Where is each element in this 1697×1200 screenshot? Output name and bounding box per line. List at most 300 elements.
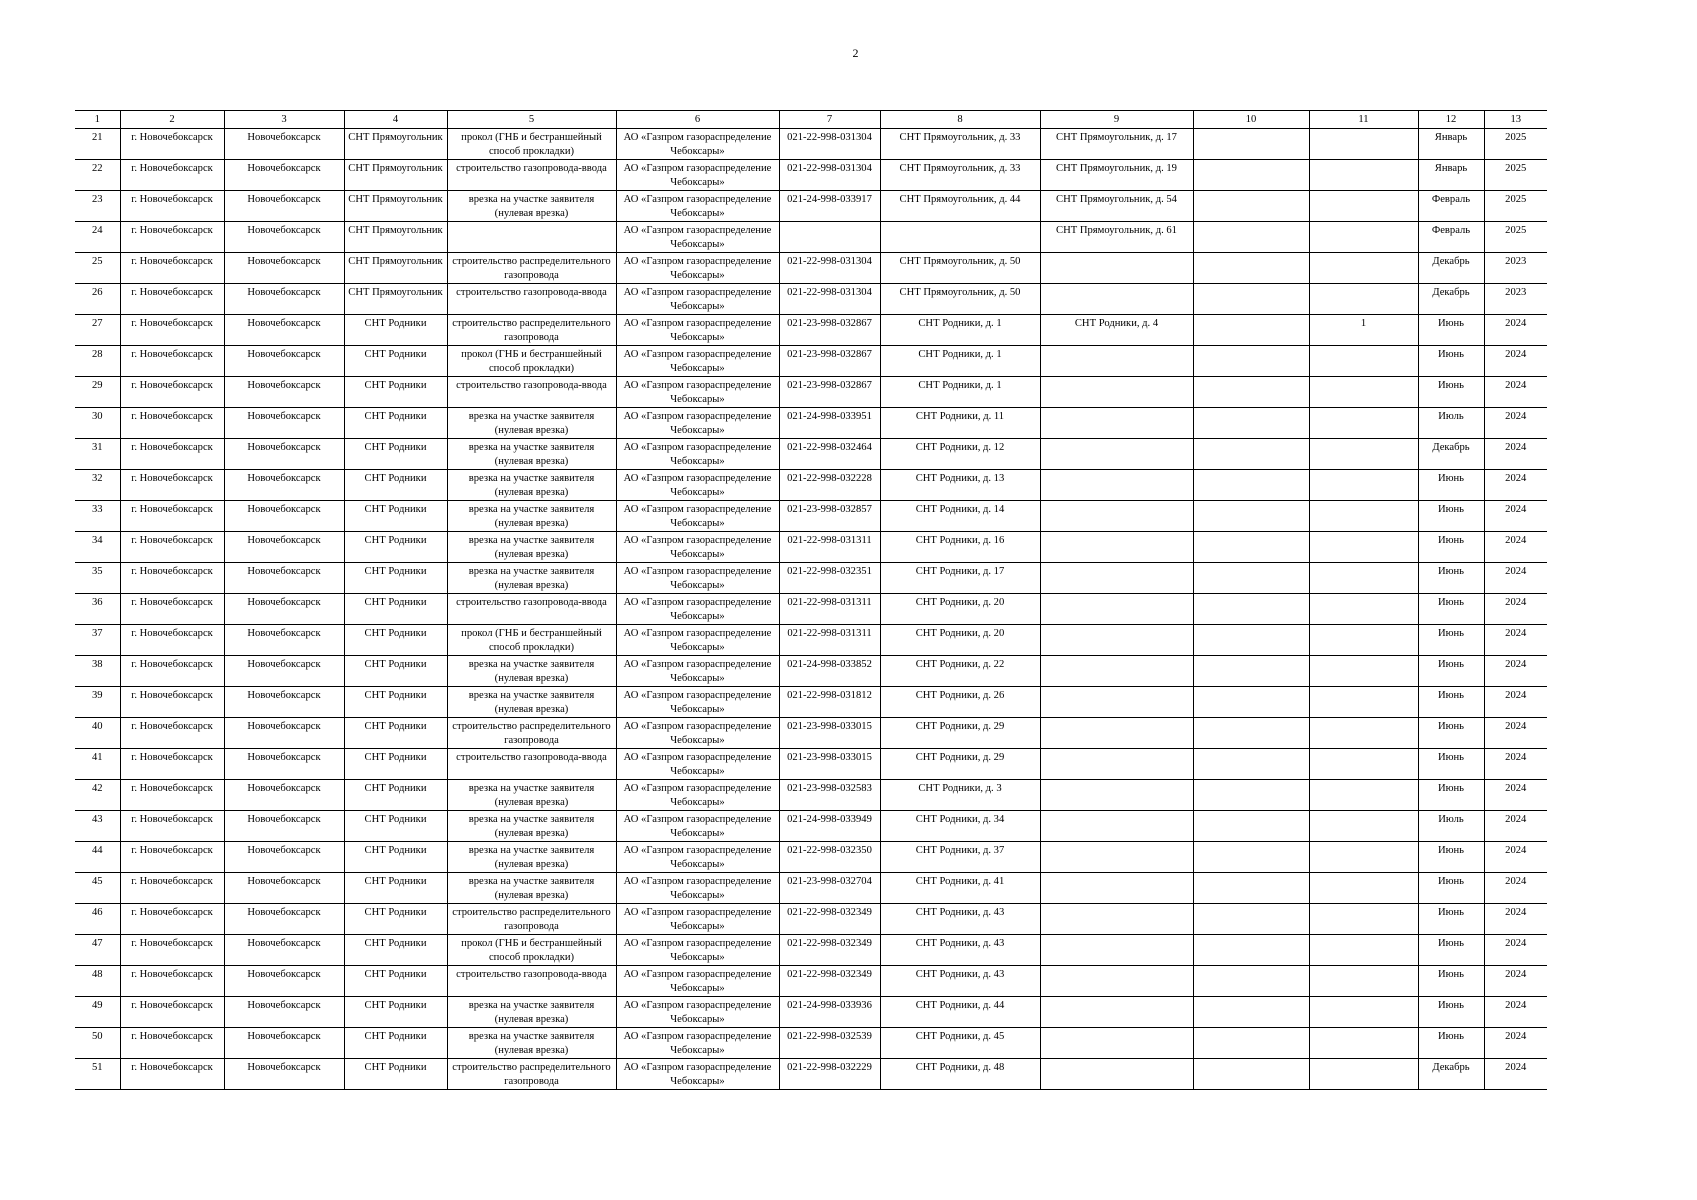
column-11-cell — [1309, 470, 1418, 501]
month-cell: Декабрь — [1418, 284, 1484, 315]
organization-cell: АО «Газпром газораспределение Чебоксары» — [616, 966, 779, 997]
row-number-cell: 28 — [75, 346, 120, 377]
column-number-header-row — [75, 111, 1547, 129]
contract-number-cell: 021-22-998-032350 — [779, 842, 880, 873]
contract-number-cell: 021-22-998-031812 — [779, 687, 880, 718]
city-district-cell: г. Новочебоксарск — [120, 997, 224, 1028]
column-11-cell — [1309, 656, 1418, 687]
settlement-cell: СНТ Родники — [344, 1028, 447, 1059]
contract-number-cell: 021-24-998-033917 — [779, 191, 880, 222]
locality-cell: Новочебоксарск — [224, 408, 344, 439]
column-11-cell — [1309, 346, 1418, 377]
address-from-cell: СНТ Прямоугольник, д. 44 — [880, 191, 1040, 222]
address-from-cell: СНТ Прямоугольник, д. 33 — [880, 160, 1040, 191]
organization-cell: АО «Газпром газораспределение Чебоксары» — [616, 1059, 779, 1090]
city-district-cell: г. Новочебоксарск — [120, 408, 224, 439]
settlement-cell: СНТ Родники — [344, 656, 447, 687]
address-to-cell: СНТ Родники, д. 4 — [1040, 315, 1193, 346]
column-10-cell — [1193, 935, 1309, 966]
work-type-cell: строительство газопровода-ввода — [447, 749, 616, 780]
column-11-cell — [1309, 563, 1418, 594]
column-11-cell — [1309, 687, 1418, 718]
contract-number-cell: 021-22-998-031311 — [779, 625, 880, 656]
organization-cell: АО «Газпром газораспределение Чебоксары» — [616, 1028, 779, 1059]
locality-cell: Новочебоксарск — [224, 129, 344, 160]
column-11-cell — [1309, 222, 1418, 253]
month-cell: Июнь — [1418, 346, 1484, 377]
address-from-cell: СНТ Родники, д. 1 — [880, 346, 1040, 377]
address-to-cell — [1040, 408, 1193, 439]
address-to-cell — [1040, 718, 1193, 749]
settlement-cell: СНТ Родники — [344, 563, 447, 594]
city-district-cell: г. Новочебоксарск — [120, 191, 224, 222]
year-cell: 2023 — [1484, 284, 1547, 315]
column-10-cell — [1193, 594, 1309, 625]
column-11-cell — [1309, 439, 1418, 470]
row-number-cell: 35 — [75, 563, 120, 594]
column-10-cell — [1193, 129, 1309, 160]
month-cell: Июнь — [1418, 997, 1484, 1028]
address-from-cell: СНТ Родники, д. 20 — [880, 594, 1040, 625]
address-to-cell — [1040, 749, 1193, 780]
table-row — [75, 656, 1547, 687]
row-number-cell: 33 — [75, 501, 120, 532]
address-from-cell: СНТ Родники, д. 3 — [880, 780, 1040, 811]
city-district-cell: г. Новочебоксарск — [120, 873, 224, 904]
organization-cell: АО «Газпром газораспределение Чебоксары» — [616, 842, 779, 873]
row-number-cell: 25 — [75, 253, 120, 284]
address-from-cell: СНТ Родники, д. 1 — [880, 377, 1040, 408]
table-row — [75, 780, 1547, 811]
work-type-cell: строительство газопровода-ввода — [447, 966, 616, 997]
work-type-cell: строительство распределительного газопровода — [447, 904, 616, 935]
locality-cell: Новочебоксарск — [224, 625, 344, 656]
city-district-cell: г. Новочебоксарск — [120, 1059, 224, 1090]
work-type-cell: врезка на участке заявителя (нулевая врезка) — [447, 873, 616, 904]
column-number-header: 12 — [1418, 111, 1484, 129]
address-to-cell — [1040, 346, 1193, 377]
address-to-cell — [1040, 1028, 1193, 1059]
contract-number-cell: 021-23-998-032857 — [779, 501, 880, 532]
address-from-cell: СНТ Родники, д. 20 — [880, 625, 1040, 656]
column-11-cell — [1309, 842, 1418, 873]
row-number-cell: 47 — [75, 935, 120, 966]
city-district-cell: г. Новочебоксарск — [120, 718, 224, 749]
work-type-cell: врезка на участке заявителя (нулевая врезка) — [447, 501, 616, 532]
contract-number-cell: 021-22-998-031304 — [779, 160, 880, 191]
table-row — [75, 811, 1547, 842]
organization-cell: АО «Газпром газораспределение Чебоксары» — [616, 315, 779, 346]
settlement-cell: СНТ Родники — [344, 346, 447, 377]
work-type-cell: врезка на участке заявителя (нулевая врезка) — [447, 780, 616, 811]
settlement-cell: СНТ Родники — [344, 408, 447, 439]
table-row — [75, 408, 1547, 439]
table-row — [75, 346, 1547, 377]
column-10-cell — [1193, 718, 1309, 749]
work-type-cell: строительство распределительного газопровода — [447, 253, 616, 284]
city-district-cell: г. Новочебоксарск — [120, 935, 224, 966]
year-cell: 2024 — [1484, 346, 1547, 377]
month-cell: Июль — [1418, 811, 1484, 842]
city-district-cell: г. Новочебоксарск — [120, 129, 224, 160]
work-type-cell: врезка на участке заявителя (нулевая врезка) — [447, 656, 616, 687]
address-to-cell — [1040, 842, 1193, 873]
column-10-cell — [1193, 532, 1309, 563]
column-11-cell — [1309, 501, 1418, 532]
row-number-cell: 42 — [75, 780, 120, 811]
year-cell: 2024 — [1484, 935, 1547, 966]
row-number-cell: 41 — [75, 749, 120, 780]
year-cell: 2025 — [1484, 129, 1547, 160]
contract-number-cell: 021-23-998-032867 — [779, 315, 880, 346]
table-row — [75, 191, 1547, 222]
contract-number-cell: 021-22-998-032349 — [779, 966, 880, 997]
column-10-cell — [1193, 966, 1309, 997]
organization-cell: АО «Газпром газораспределение Чебоксары» — [616, 160, 779, 191]
column-10-cell — [1193, 222, 1309, 253]
column-number-header: 3 — [224, 111, 344, 129]
column-10-cell — [1193, 346, 1309, 377]
address-from-cell: СНТ Родники, д. 1 — [880, 315, 1040, 346]
work-type-cell: врезка на участке заявителя (нулевая врезка) — [447, 563, 616, 594]
settlement-cell: СНТ Родники — [344, 439, 447, 470]
row-number-cell: 46 — [75, 904, 120, 935]
organization-cell: АО «Газпром газораспределение Чебоксары» — [616, 749, 779, 780]
month-cell: Февраль — [1418, 222, 1484, 253]
settlement-cell: СНТ Прямоугольник — [344, 160, 447, 191]
year-cell: 2024 — [1484, 780, 1547, 811]
column-number-header: 10 — [1193, 111, 1309, 129]
year-cell: 2024 — [1484, 1059, 1547, 1090]
page-number: 2 — [852, 46, 859, 60]
row-number-cell: 34 — [75, 532, 120, 563]
organization-cell: АО «Газпром газораспределение Чебоксары» — [616, 253, 779, 284]
city-district-cell: г. Новочебоксарск — [120, 470, 224, 501]
address-to-cell — [1040, 625, 1193, 656]
table-row — [75, 315, 1547, 346]
table-row — [75, 1059, 1547, 1090]
address-from-cell: СНТ Родники, д. 29 — [880, 749, 1040, 780]
settlement-cell: СНТ Прямоугольник — [344, 253, 447, 284]
column-10-cell — [1193, 501, 1309, 532]
address-from-cell: СНТ Родники, д. 12 — [880, 439, 1040, 470]
locality-cell: Новочебоксарск — [224, 470, 344, 501]
column-10-cell — [1193, 315, 1309, 346]
settlement-cell: СНТ Родники — [344, 811, 447, 842]
row-number-cell: 45 — [75, 873, 120, 904]
year-cell: 2024 — [1484, 408, 1547, 439]
settlement-cell: СНТ Родники — [344, 1059, 447, 1090]
locality-cell: Новочебоксарск — [224, 594, 344, 625]
settlement-cell: СНТ Родники — [344, 377, 447, 408]
locality-cell: Новочебоксарск — [224, 439, 344, 470]
locality-cell: Новочебоксарск — [224, 315, 344, 346]
address-to-cell — [1040, 997, 1193, 1028]
city-district-cell: г. Новочебоксарск — [120, 160, 224, 191]
locality-cell: Новочебоксарск — [224, 191, 344, 222]
work-type-cell: прокол (ГНБ и бестраншейный способ прокладки) — [447, 346, 616, 377]
organization-cell: АО «Газпром газораспределение Чебоксары» — [616, 470, 779, 501]
month-cell: Январь — [1418, 160, 1484, 191]
year-cell: 2024 — [1484, 315, 1547, 346]
address-from-cell — [880, 222, 1040, 253]
column-10-cell — [1193, 563, 1309, 594]
month-cell: Июнь — [1418, 377, 1484, 408]
locality-cell: Новочебоксарск — [224, 687, 344, 718]
table-row — [75, 966, 1547, 997]
row-number-cell: 36 — [75, 594, 120, 625]
address-from-cell: СНТ Родники, д. 11 — [880, 408, 1040, 439]
column-10-cell — [1193, 1059, 1309, 1090]
column-number-header: 13 — [1484, 111, 1547, 129]
work-type-cell: врезка на участке заявителя (нулевая врезка) — [447, 997, 616, 1028]
column-10-cell — [1193, 160, 1309, 191]
column-10-cell — [1193, 284, 1309, 315]
settlement-cell: СНТ Родники — [344, 594, 447, 625]
work-type-cell: врезка на участке заявителя (нулевая врезка) — [447, 191, 616, 222]
address-from-cell: СНТ Родники, д. 44 — [880, 997, 1040, 1028]
city-district-cell: г. Новочебоксарск — [120, 749, 224, 780]
locality-cell: Новочебоксарск — [224, 780, 344, 811]
contract-number-cell: 021-22-998-032539 — [779, 1028, 880, 1059]
column-10-cell — [1193, 625, 1309, 656]
column-10-cell — [1193, 1028, 1309, 1059]
month-cell: Июнь — [1418, 718, 1484, 749]
table-row — [75, 718, 1547, 749]
address-from-cell: СНТ Родники, д. 16 — [880, 532, 1040, 563]
settlement-cell: СНТ Родники — [344, 873, 447, 904]
contract-number-cell: 021-22-998-032228 — [779, 470, 880, 501]
organization-cell: АО «Газпром газораспределение Чебоксары» — [616, 594, 779, 625]
settlement-cell: СНТ Родники — [344, 997, 447, 1028]
year-cell: 2025 — [1484, 191, 1547, 222]
column-10-cell — [1193, 191, 1309, 222]
year-cell: 2024 — [1484, 997, 1547, 1028]
work-type-cell: врезка на участке заявителя (нулевая врезка) — [447, 842, 616, 873]
column-11-cell — [1309, 1059, 1418, 1090]
column-11-cell — [1309, 594, 1418, 625]
column-10-cell — [1193, 656, 1309, 687]
work-type-cell: врезка на участке заявителя (нулевая врезка) — [447, 408, 616, 439]
work-type-cell: прокол (ГНБ и бестраншейный способ прокладки) — [447, 129, 616, 160]
city-district-cell: г. Новочебоксарск — [120, 315, 224, 346]
locality-cell: Новочебоксарск — [224, 873, 344, 904]
month-cell: Июнь — [1418, 935, 1484, 966]
locality-cell: Новочебоксарск — [224, 346, 344, 377]
address-from-cell: СНТ Родники, д. 48 — [880, 1059, 1040, 1090]
row-number-cell: 43 — [75, 811, 120, 842]
column-11-cell — [1309, 532, 1418, 563]
work-type-cell: врезка на участке заявителя (нулевая врезка) — [447, 811, 616, 842]
city-district-cell: г. Новочебоксарск — [120, 687, 224, 718]
address-from-cell: СНТ Родники, д. 22 — [880, 656, 1040, 687]
column-10-cell — [1193, 253, 1309, 284]
year-cell: 2024 — [1484, 749, 1547, 780]
year-cell: 2024 — [1484, 842, 1547, 873]
column-10-cell — [1193, 749, 1309, 780]
table-row — [75, 160, 1547, 191]
column-10-cell — [1193, 439, 1309, 470]
contract-number-cell: 021-22-998-031311 — [779, 532, 880, 563]
table-row — [75, 625, 1547, 656]
contract-number-cell: 021-23-998-032704 — [779, 873, 880, 904]
locality-cell: Новочебоксарск — [224, 563, 344, 594]
column-10-cell — [1193, 904, 1309, 935]
column-10-cell — [1193, 780, 1309, 811]
row-number-cell: 29 — [75, 377, 120, 408]
organization-cell: АО «Газпром газораспределение Чебоксары» — [616, 873, 779, 904]
table-row — [75, 501, 1547, 532]
year-cell: 2025 — [1484, 222, 1547, 253]
work-type-cell: строительство газопровода-ввода — [447, 377, 616, 408]
row-number-cell: 38 — [75, 656, 120, 687]
address-from-cell: СНТ Прямоугольник, д. 50 — [880, 284, 1040, 315]
register-table — [75, 110, 1547, 1090]
row-number-cell: 21 — [75, 129, 120, 160]
organization-cell: АО «Газпром газораспределение Чебоксары» — [616, 625, 779, 656]
locality-cell: Новочебоксарск — [224, 935, 344, 966]
month-cell: Июнь — [1418, 749, 1484, 780]
column-11-cell — [1309, 253, 1418, 284]
organization-cell: АО «Газпром газораспределение Чебоксары» — [616, 501, 779, 532]
column-number-header: 6 — [616, 111, 779, 129]
month-cell: Декабрь — [1418, 253, 1484, 284]
row-number-cell: 23 — [75, 191, 120, 222]
settlement-cell: СНТ Родники — [344, 718, 447, 749]
settlement-cell: СНТ Родники — [344, 532, 447, 563]
contract-number-cell: 021-22-998-031311 — [779, 594, 880, 625]
address-to-cell — [1040, 873, 1193, 904]
column-11-cell — [1309, 160, 1418, 191]
month-cell: Июнь — [1418, 470, 1484, 501]
organization-cell: АО «Газпром газораспределение Чебоксары» — [616, 284, 779, 315]
column-10-cell — [1193, 873, 1309, 904]
locality-cell: Новочебоксарск — [224, 718, 344, 749]
table-row — [75, 687, 1547, 718]
table-row — [75, 873, 1547, 904]
table-row — [75, 904, 1547, 935]
table-row — [75, 439, 1547, 470]
work-type-cell: врезка на участке заявителя (нулевая врезка) — [447, 532, 616, 563]
address-from-cell: СНТ Прямоугольник, д. 33 — [880, 129, 1040, 160]
city-district-cell: г. Новочебоксарск — [120, 594, 224, 625]
row-number-cell: 22 — [75, 160, 120, 191]
city-district-cell: г. Новочебоксарск — [120, 966, 224, 997]
address-to-cell: СНТ Прямоугольник, д. 17 — [1040, 129, 1193, 160]
city-district-cell: г. Новочебоксарск — [120, 284, 224, 315]
address-from-cell: СНТ Родники, д. 43 — [880, 904, 1040, 935]
locality-cell: Новочебоксарск — [224, 749, 344, 780]
address-to-cell — [1040, 687, 1193, 718]
city-district-cell: г. Новочебоксарск — [120, 656, 224, 687]
city-district-cell: г. Новочебоксарск — [120, 780, 224, 811]
year-cell: 2024 — [1484, 656, 1547, 687]
year-cell: 2024 — [1484, 718, 1547, 749]
contract-number-cell: 021-22-998-031304 — [779, 129, 880, 160]
city-district-cell: г. Новочебоксарск — [120, 439, 224, 470]
row-number-cell: 32 — [75, 470, 120, 501]
address-to-cell — [1040, 377, 1193, 408]
organization-cell: АО «Газпром газораспределение Чебоксары» — [616, 780, 779, 811]
column-10-cell — [1193, 997, 1309, 1028]
month-cell: Июнь — [1418, 315, 1484, 346]
month-cell: Июнь — [1418, 625, 1484, 656]
year-cell: 2024 — [1484, 687, 1547, 718]
column-11-cell — [1309, 129, 1418, 160]
address-to-cell — [1040, 594, 1193, 625]
address-to-cell — [1040, 532, 1193, 563]
column-number-header: 2 — [120, 111, 224, 129]
organization-cell: АО «Газпром газораспределение Чебоксары» — [616, 532, 779, 563]
table-row — [75, 563, 1547, 594]
locality-cell: Новочебоксарск — [224, 284, 344, 315]
address-to-cell — [1040, 935, 1193, 966]
row-number-cell: 27 — [75, 315, 120, 346]
month-cell: Июнь — [1418, 656, 1484, 687]
column-number-header: 5 — [447, 111, 616, 129]
work-type-cell: строительство распределительного газопровода — [447, 315, 616, 346]
month-cell: Июнь — [1418, 594, 1484, 625]
settlement-cell: СНТ Родники — [344, 470, 447, 501]
contract-number-cell: 021-24-998-033951 — [779, 408, 880, 439]
contract-number-cell: 021-22-998-032351 — [779, 563, 880, 594]
city-district-cell: г. Новочебоксарск — [120, 904, 224, 935]
year-cell: 2024 — [1484, 439, 1547, 470]
month-cell: Июнь — [1418, 904, 1484, 935]
settlement-cell: СНТ Прямоугольник — [344, 129, 447, 160]
contract-number-cell: 021-22-998-032229 — [779, 1059, 880, 1090]
year-cell: 2024 — [1484, 501, 1547, 532]
address-to-cell — [1040, 563, 1193, 594]
locality-cell: Новочебоксарск — [224, 842, 344, 873]
settlement-cell: СНТ Родники — [344, 842, 447, 873]
settlement-cell: СНТ Родники — [344, 501, 447, 532]
contract-number-cell: 021-24-998-033852 — [779, 656, 880, 687]
address-from-cell: СНТ Родники, д. 41 — [880, 873, 1040, 904]
settlement-cell: СНТ Прямоугольник — [344, 284, 447, 315]
address-to-cell — [1040, 470, 1193, 501]
table-row — [75, 470, 1547, 501]
city-district-cell: г. Новочебоксарск — [120, 563, 224, 594]
settlement-cell: СНТ Родники — [344, 780, 447, 811]
organization-cell: АО «Газпром газораспределение Чебоксары» — [616, 439, 779, 470]
address-from-cell: СНТ Прямоугольник, д. 50 — [880, 253, 1040, 284]
column-11-cell — [1309, 408, 1418, 439]
contract-number-cell: 021-23-998-032867 — [779, 377, 880, 408]
organization-cell: АО «Газпром газораспределение Чебоксары» — [616, 811, 779, 842]
locality-cell: Новочебоксарск — [224, 656, 344, 687]
row-number-cell: 50 — [75, 1028, 120, 1059]
settlement-cell: СНТ Родники — [344, 315, 447, 346]
month-cell: Декабрь — [1418, 439, 1484, 470]
column-11-cell — [1309, 966, 1418, 997]
column-11-cell — [1309, 377, 1418, 408]
organization-cell: АО «Газпром газораспределение Чебоксары» — [616, 563, 779, 594]
locality-cell: Новочебоксарск — [224, 966, 344, 997]
table-row — [75, 222, 1547, 253]
organization-cell: АО «Газпром газораспределение Чебоксары» — [616, 718, 779, 749]
month-cell: Июнь — [1418, 842, 1484, 873]
column-11-cell — [1309, 1028, 1418, 1059]
organization-cell: АО «Газпром газораспределение Чебоксары» — [616, 191, 779, 222]
settlement-cell: СНТ Родники — [344, 935, 447, 966]
address-from-cell: СНТ Родники, д. 37 — [880, 842, 1040, 873]
contract-number-cell: 021-23-998-033015 — [779, 749, 880, 780]
contract-number-cell: 021-23-998-032867 — [779, 346, 880, 377]
organization-cell: АО «Газпром газораспределение Чебоксары» — [616, 346, 779, 377]
year-cell: 2024 — [1484, 873, 1547, 904]
settlement-cell: СНТ Родники — [344, 687, 447, 718]
